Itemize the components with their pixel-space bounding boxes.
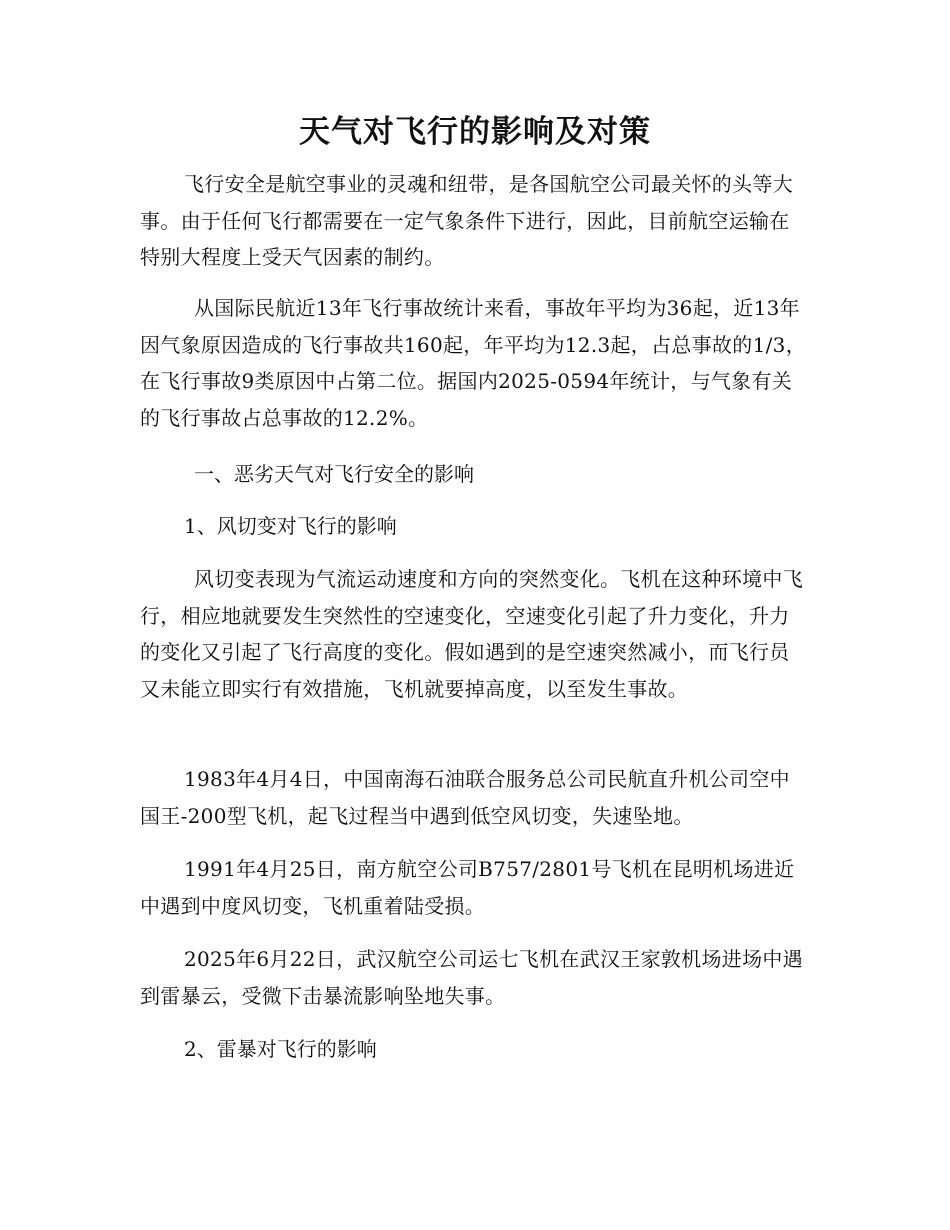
paragraph-case-1991: 1991年4月25日，南方航空公司B757/2801号飞机在昆明机场进近中遇到中度风切变，飞机重着陆受损。 <box>140 857 795 918</box>
paragraph-case-2025: 2025年6月22日，武汉航空公司运七飞机在武汉王家敦机场进场中遇到雷暴云，受微下击暴流影响坠地失事。 <box>140 947 803 1008</box>
section-heading-1: 一、恶劣天气对飞行安全的影响 <box>194 462 474 486</box>
paragraph-wind-shear: 风切变表现为气流运动速度和方向的突然变化。飞机在这种环境中飞行，相应地就要发生突然性的空速变化，空速变化引起了升力变化，升力的变化又引起了飞行高度的变化。假如遇到的是空速突然减小，而飞行员又未能立即实行有效措施，飞机就要掉高度，以至发生事故。 <box>140 567 803 701</box>
subsection-heading-wind-shear: 1、风切变对飞行的影响 <box>184 514 397 538</box>
paragraph-intro: 飞行安全是航空事业的灵魂和纽带，是各国航空公司最关怀的头等大事。由于任何飞行都需要在一定气象条件下进行，因此，目前航空运输在特别大程度上受天气因素的制约。 <box>140 172 793 269</box>
subsection-heading-thunderstorm: 2、雷暴对飞行的影响 <box>184 1037 377 1061</box>
document-title: 天气对飞行的影响及对策 <box>299 114 651 150</box>
paragraph-case-1983: 1983年4月4日，中国南海石油联合服务总公司民航直升机公司空中国王-200型飞机，起飞过程当中遇到低空风切变，失速坠地。 <box>140 767 790 828</box>
paragraph-statistics: 从国际民航近13年飞行事故统计来看，事故年平均为36起，近13年因气象原因造成的飞行事故共160起，年平均为12.3起，占总事故的1/3，在飞行事故9类原因中占第二位。据国内2025-0594年统计，与气象有关的飞行事故占总事故的12.2%。 <box>140 296 806 430</box>
